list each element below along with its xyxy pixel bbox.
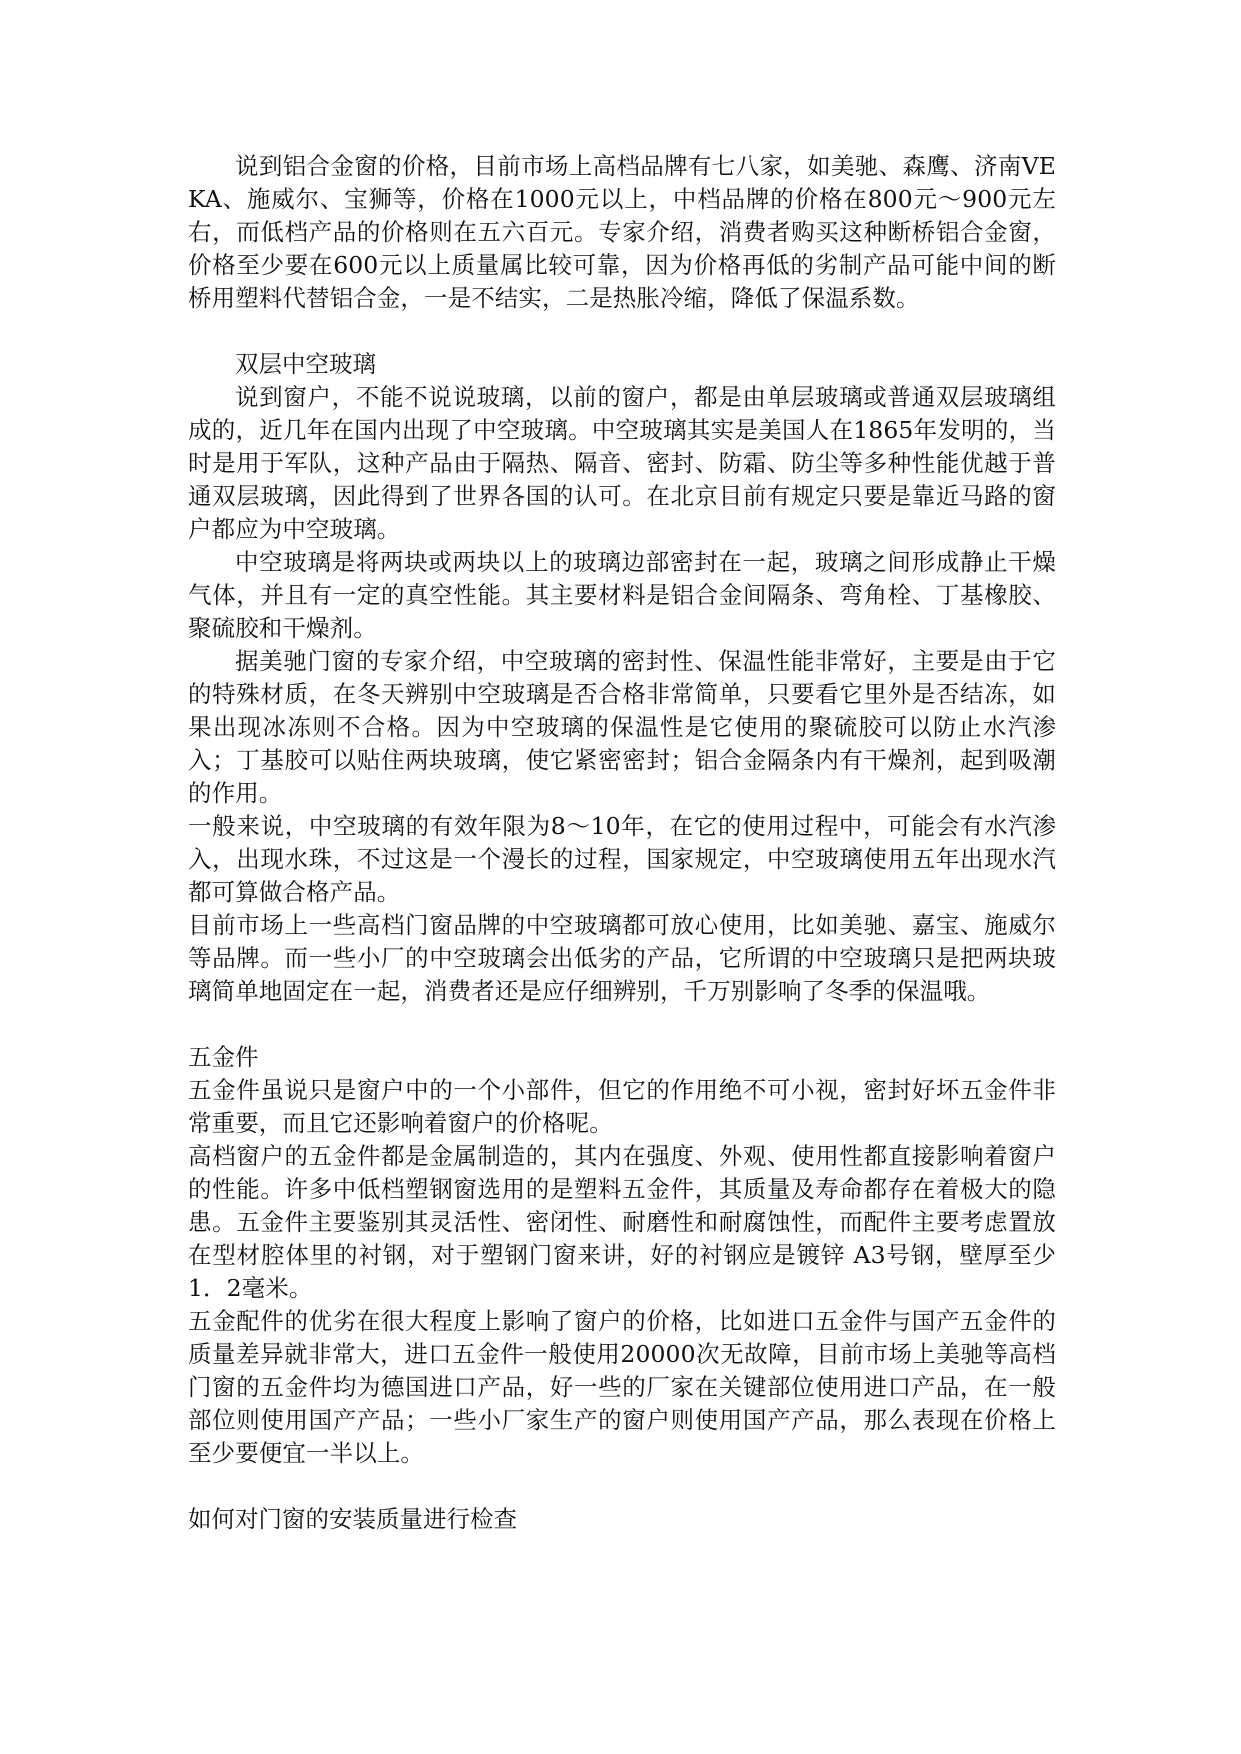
paragraph-glass-lifespan: 一般来说，中空玻璃的有效年限为8～10年，在它的使用过程中，可能会有水汽渗入，出现水珠，不过这是一个漫长的过程，国家规定，中空玻璃使用五年出现水汽都可算做合格产品。: [188, 812, 1056, 906]
paragraph-hardware-quality: 高档窗户的五金件都是金属制造的，其内在强度、外观、使用性都直接影响着窗户的性能。许多中低档塑钢窗选用的是塑料五金件，其质量及寿命都存在着极大的隐患。五金件主要鉴别其灵活性、密闭性、耐磨性和耐腐蚀性，而配件主要考虑置放在型材腔体里的衬钢，对于塑钢门窗来讲，好的衬钢应是镀锌 A3号钢，壁厚至少1．2毫米。: [188, 1142, 1056, 1302]
paragraph-glass-structure: 中空玻璃是将两块或两块以上的玻璃边部密封在一起，玻璃之间形成静止干燥气体，并且有一定的真空性能。其主要材料是铝合金间隔条、弯角栓、丁基橡胶、聚硫胶和干燥剂。: [188, 548, 1056, 642]
paragraph-hardware-price: 五金配件的优劣在很大程度上影响了窗户的价格，比如进口五金件与国产五金件的质量差异就非常大，进口五金件一般使用20000次无故障，目前市场上美驰等高档门窗的五金件均为德国进口产品，好一些的厂家在关键部位使用进口产品，在一般部位则使用国产产品；一些小厂家生产的窗户则使用国产产品，那么表现在价格上至少要便宜一半以上。: [188, 1307, 1056, 1467]
document-body: [188, 150, 1056, 1536]
section-heading-insulated-glass: 双层中空玻璃: [235, 350, 376, 378]
section-heading-installation-check: 如何对门窗的安装质量进行检查: [188, 1505, 517, 1533]
blank-line: [188, 1470, 1056, 1503]
section-heading-hardware: 五金件: [188, 1043, 259, 1071]
paragraph-aluminum-window-price: 说到铝合金窗的价格，目前市场上高档品牌有七八家，如美驰、森鹰、济南VEKA、施威尔、宝狮等，价格在1000元以上，中档品牌的价格在800元～900元左右，而低档产品的价格则在五六百元。专家介绍，消费者购买这种断桥铝合金窗，价格至少要在600元以上质量属比较可靠，因为价格再低的劣制产品可能中间的断桥用塑料代替铝合金，一是不结实，二是热胀冷缩，降低了保温系数。: [188, 152, 1056, 312]
paragraph-hardware-importance: 五金件虽说只是窗户中的一个小部件，但它的作用绝不可小视，密封好坏五金件非常重要，而且它还影响着窗户的价格呢。: [188, 1076, 1056, 1137]
paragraph-glass-brands: 目前市场上一些高档门窗品牌的中空玻璃都可放心使用，比如美驰、嘉宝、施威尔等品牌。而一些小厂的中空玻璃会出低劣的产品，它所谓的中空玻璃只是把两块玻璃简单地固定在一起，消费者还是应仔细辨别，千万别影响了冬季的保温哦。: [188, 911, 1056, 1005]
paragraph-glass-sealing: 据美驰门窗的专家介绍，中空玻璃的密封性、保温性能非常好，主要是由于它的特殊材质，在冬天辨别中空玻璃是否合格非常简单，只要看它里外是否结冻，如果出现冰冻则不合格。因为中空玻璃的保温性是它使用的聚硫胶可以防止水汽渗入；丁基胶可以贴住两块玻璃，使它紧密密封；铝合金隔条内有干燥剂，起到吸潮的作用。: [188, 647, 1056, 807]
paragraph-glass-history: 说到窗户，不能不说说玻璃，以前的窗户，都是由单层玻璃或普通双层玻璃组成的，近几年在国内出现了中空玻璃。中空玻璃其实是美国人在1865年发明的，当时是用于军队，这种产品由于隔热、隔音、密封、防霜、防尘等多种性能优越于普通双层玻璃，因此得到了世界各国的认可。在北京目前有规定只要是靠近马路的窗户都应为中空玻璃。: [188, 383, 1056, 543]
blank-line: [188, 315, 1056, 348]
blank-line: [188, 1008, 1056, 1041]
